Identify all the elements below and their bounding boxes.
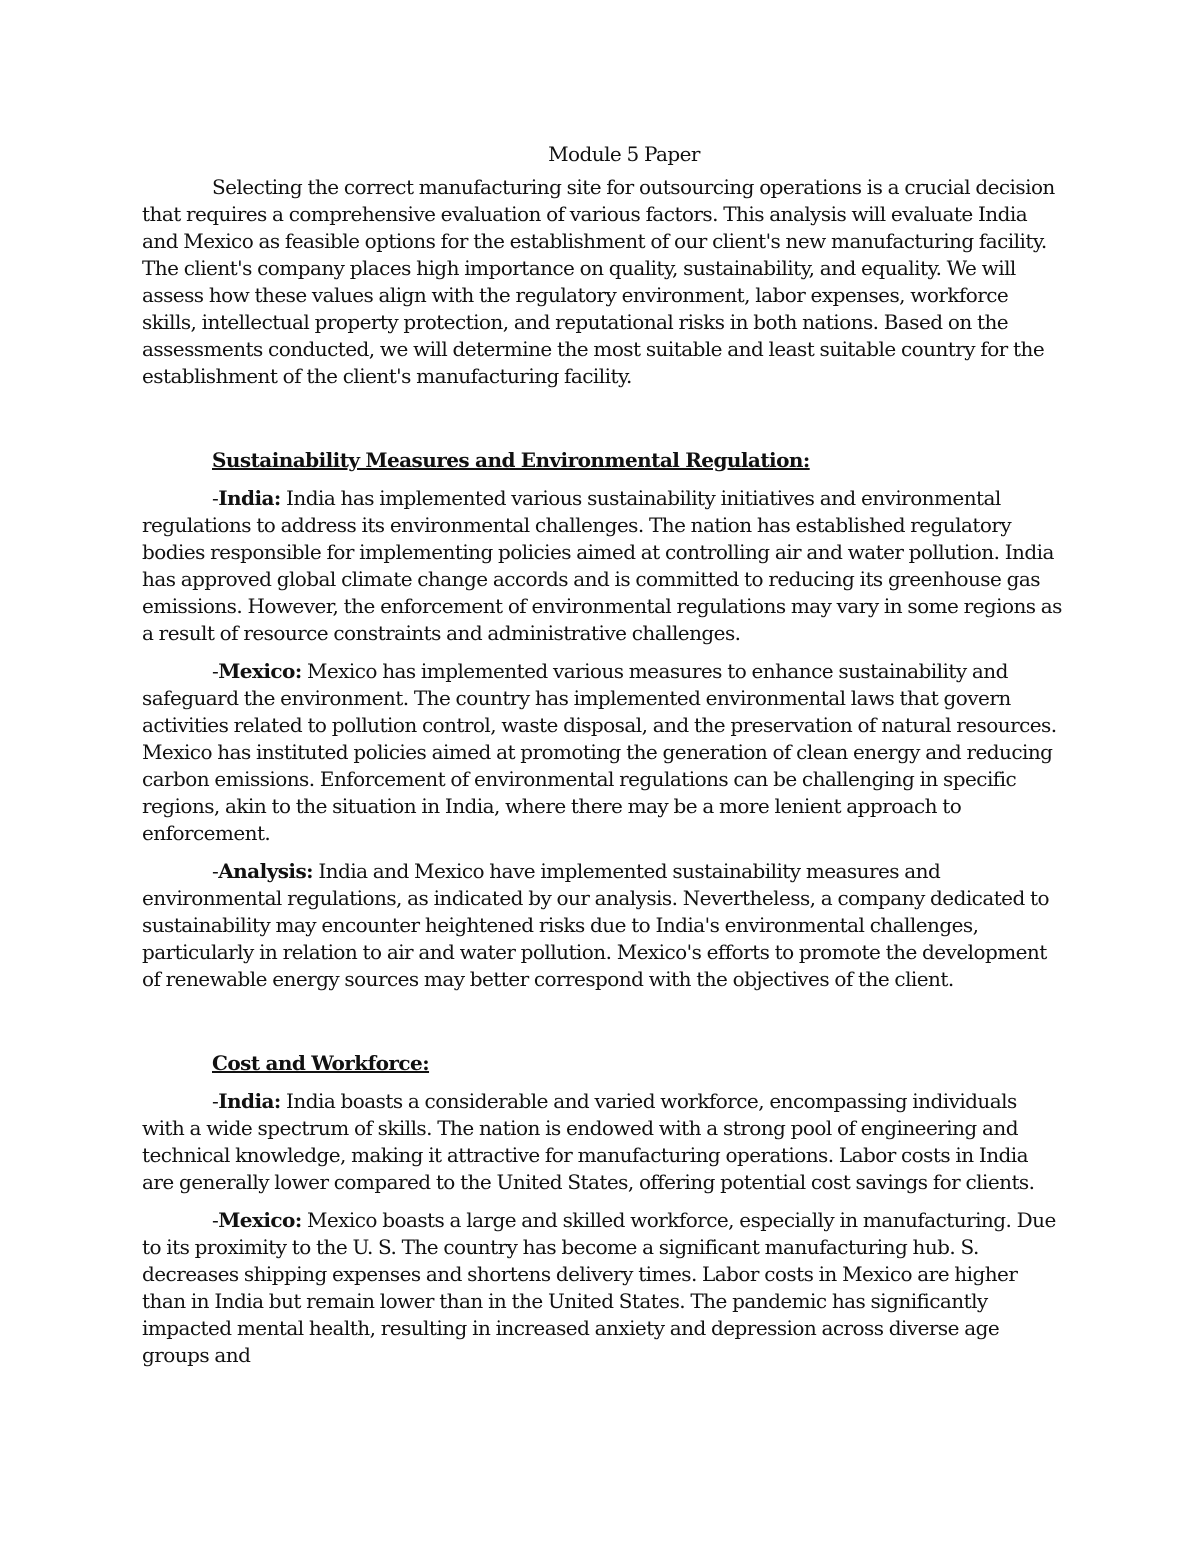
section-spacer bbox=[142, 1004, 1062, 1050]
paragraph-india-workforce bbox=[142, 1088, 1062, 1196]
paragraph-mexico-sustainability bbox=[142, 658, 1062, 847]
paragraph-mexico-workforce bbox=[142, 1207, 1062, 1369]
paragraph-analysis-sustainability bbox=[142, 858, 1062, 993]
dash: - bbox=[212, 1089, 219, 1113]
paragraph-label: Analysis: bbox=[218, 859, 314, 883]
paragraph-label: India: bbox=[218, 486, 281, 510]
paragraph-text: India and Mexico have implemented sustainability measures and environmental regulations, as indicated by our analysis. Nevertheless, a company dedicated to sustainability may encounter heightened risks due to India's environmental challenges, particularly in relation to air and water pollution. Mexico's efforts to promote the development of renewable energy sources may better correspond with the objectives of the client. bbox=[142, 859, 1050, 991]
paragraph-text: India boasts a considerable and varied workforce, encompassing individuals with a wide spectrum of skills. The nation is endowed with a strong pool of engineering and technical knowledge, making it attractive for manufacturing operations. Labor costs in India are generally lower compared to the United States, offering potential cost savings for clients. bbox=[142, 1089, 1035, 1194]
dash: - bbox=[212, 859, 219, 883]
intro-paragraph: Selecting the correct manufacturing site for outsourcing operations is a crucial decision that requires a comprehensive evaluation of various factors. This analysis will evaluate India and Mexico as feasible options for the establishment of our client's new manufacturing facility. The client's company places high importance on quality, sustainability, and equality. We will assess how these values align with the regulatory environment, labor expenses, workforce skills, intellectual property protection, and reputational risks in both nations. Based on the assessments conducted, we will determine the most suitable and least suitable country for the establishment of the client's manufacturing facility. bbox=[142, 175, 1055, 388]
section-heading-sustainability: Sustainability Measures and Environmental Regulation: bbox=[212, 448, 810, 472]
dash: - bbox=[212, 486, 219, 510]
paragraph-label: India: bbox=[218, 1089, 281, 1113]
dash: - bbox=[212, 659, 219, 683]
document-page bbox=[142, 141, 1062, 1380]
section-heading-cost-workforce: Cost and Workforce: bbox=[212, 1051, 430, 1075]
document-title: Module 5 Paper bbox=[548, 142, 700, 166]
section-spacer bbox=[142, 401, 1062, 447]
paragraph-text: India has implemented various sustainability initiatives and environmental regulations to address its environmental challenges. The nation has established regulatory bodies responsible for implementing policies aimed at controlling air and water pollution. India has approved global climate change accords and is committed to reducing its greenhouse gas emissions. However, the enforcement of environmental regulations may vary in some regions as a result of resource constraints and administrative challenges. bbox=[142, 486, 1062, 645]
paragraph-india-sustainability bbox=[142, 485, 1062, 647]
paragraph-label: Mexico: bbox=[218, 1208, 302, 1232]
paragraph-text: Mexico boasts a large and skilled workforce, especially in manufacturing. Due to its proximity to the U. S. The country has become a significant manufacturing hub. S. decreases shipping expenses and shortens delivery times. Labor costs in Mexico are higher than in India but remain lower than in the United States. The pandemic has significantly impacted mental health, resulting in increased anxiety and depression across diverse age groups and bbox=[142, 1208, 1056, 1367]
paragraph-label: Mexico: bbox=[218, 659, 302, 683]
dash: - bbox=[212, 1208, 219, 1232]
paragraph-text: Mexico has implemented various measures to enhance sustainability and safeguard the environment. The country has implemented environmental laws that govern activities related to pollution control, waste disposal, and the preservation of natural resources. Mexico has instituted policies aimed at promoting the generation of clean energy and reducing carbon emissions. Enforcement of environmental regulations can be challenging in specific regions, akin to the situation in India, where there may be a more lenient approach to enforcement. bbox=[142, 659, 1057, 845]
